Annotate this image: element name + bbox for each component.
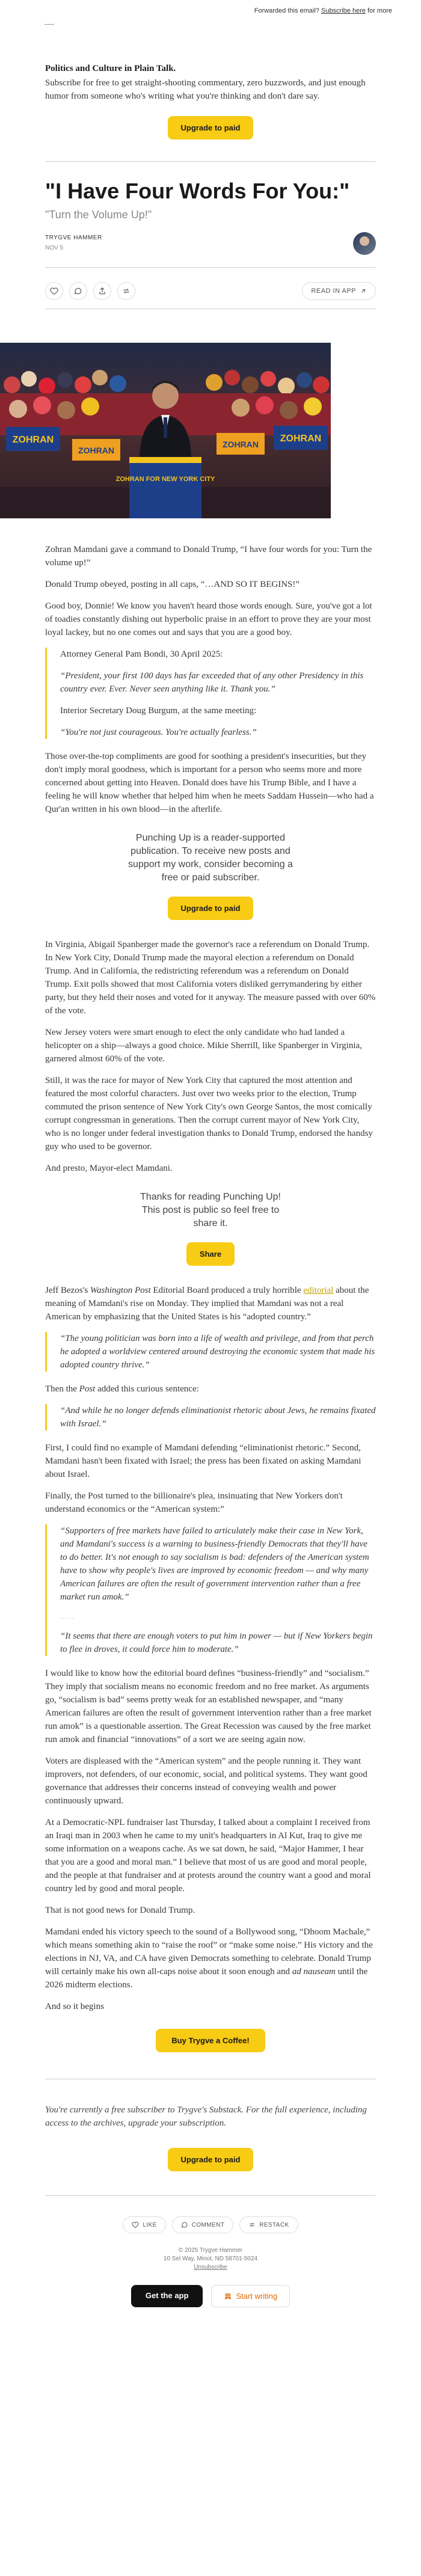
upgrade-button-bottom[interactable]: Upgrade to paid: [168, 2148, 254, 2171]
app-links: [45, 2285, 376, 2322]
author-avatar[interactable]: [353, 232, 376, 255]
comment-icon: [181, 2221, 188, 2228]
hero-sign: ZOHRAN: [12, 435, 54, 445]
buy-coffee-button[interactable]: Buy Trygve a Coffee!: [156, 2029, 265, 2052]
subscribe-here-link[interactable]: Subscribe here: [321, 7, 366, 14]
body-paragraph: That is not good news for Donald Trump.: [45, 1906, 195, 1915]
header-divider: [45, 24, 54, 25]
restack-icon: [248, 2221, 256, 2228]
footer: [45, 2079, 376, 2322]
share-cta-text: Thanks for reading Punching Up! This post is public so feel free to share it.: [140, 1192, 281, 1228]
heart-icon: [132, 2221, 139, 2228]
editorial-link[interactable]: editorial: [303, 1286, 334, 1295]
upgrade-button-top[interactable]: Upgrade to paid: [168, 116, 254, 140]
forward-header: [0, 0, 421, 22]
blockquote-post-1: [45, 1332, 376, 1372]
hero-sign: ZOHRAN: [78, 446, 114, 455]
text-run: Then the: [45, 1384, 79, 1394]
body-paragraph: Voters are displeased with the “American system” and the people running it. They want improvers, not defenders, of our economic, social, and political systems. They want good governance that addresses their concerns instead of conveying wealth and power continuously upward.: [45, 1756, 367, 1806]
share-cta: [45, 1191, 376, 1266]
post-body: [45, 543, 376, 2052]
like-label: LIKE: [143, 2221, 157, 2228]
comment-button-top[interactable]: [69, 282, 87, 300]
publication-name: Washington Post: [90, 1286, 151, 1295]
body-paragraph: Donald Trump obeyed, posting in all caps, “…AND SO IT BEGINS!”: [45, 580, 300, 589]
hero-image: [0, 343, 331, 518]
body-paragraph: [45, 1382, 376, 1396]
subscription-note: You're currently a free subscriber to Trygve's Substack. For the full experience, including access to the archives, upgrade your subscription.: [45, 2105, 367, 2128]
substack-icon: [224, 2292, 232, 2301]
publication-name: Post: [79, 1384, 96, 1394]
body-paragraph: At a Democratic-NPL fundraiser last Thursday, I talked about a complaint I received from an Iraqi man in 2003 when he came to my unit's headquarters in Al Kut, Iraq to give me some information on a weapons cache. As we sat down, he said, “Major Hammer, I hear that you are a good and moral man.” I believe that most of us are good and moral people, and the people at that fundraiser and at protests around the country want a good and moral country led by good and moral people.: [45, 1818, 371, 1894]
podium-text: ZOHRAN FOR NEW YORK CITY: [115, 476, 215, 483]
comment-label: COMMENT: [191, 2221, 225, 2228]
italic-phrase: ad nauseam: [292, 1967, 336, 1976]
body-paragraph: Finally, the Post turned to the billionaire's plea, insinuating that New Yorkers don't understand economics or the “American system:”: [45, 1491, 343, 1514]
intro-section: [45, 22, 376, 140]
hero-sign: ZOHRAN: [280, 434, 322, 444]
post-title[interactable]: "I Have Four Words For You:": [45, 179, 350, 203]
text-run: until the 2026 midterm elections.: [45, 1967, 368, 1990]
body-paragraph: Good boy, Donnie! We know you haven't heard those words enough. Sure, you've got a lot of toadies constantly dishing out hyperbolic praise in an effort to prove they are your most loyal lackey, but no one comes out and says that you are a good boy.: [45, 601, 372, 637]
restack-label: RESTACK: [259, 2221, 289, 2228]
get-the-app-button[interactable]: Get the app: [131, 2285, 203, 2307]
share-icon: [98, 287, 106, 295]
copyright: © 2025 Trygve Hammer: [178, 2247, 243, 2254]
footer-legal: [45, 2246, 376, 2272]
quote-text: “President, your first 100 days has far exceeded that of any other Presidency in this country ever. Ever. Never seen anything like it. Thank you.”: [60, 671, 364, 694]
body-paragraph: I would like to know how the editorial board defines “business-friendly” and “socialism.” They imply that socialism means no economic freedom and no free market. As arguments go, “socialism is bad” seems pretty weak for an established newspaper, and “many American failures are often the result of government intervention rather than a free market run amok” is a questionable assertion. The Great Recession was caused by the free market run amok and financial “innovations” of a sort we are seeing again now.: [45, 1669, 372, 1744]
forward-text: [254, 7, 392, 14]
mailing-address: 10 Sel Way, Minot, ND 58701-5024: [163, 2256, 258, 2262]
author-name[interactable]: TRYGVE HAMMER: [45, 235, 102, 241]
forward-prefix: Forwarded this email?: [254, 7, 321, 14]
intro-blurb: Subscribe for free to get straight-shooting commentary, zero buzzwords, and just enough humor from someone who's writing what you're thinking and don't dare say.: [45, 78, 366, 101]
hero-image-wrap: [0, 343, 421, 521]
heart-icon: [50, 287, 58, 295]
text-run: added this curious sentence:: [95, 1384, 199, 1394]
body-paragraph: [45, 1284, 376, 1323]
body-paragraph: And so it begins: [45, 2002, 104, 2011]
body-paragraph: Those over-the-top compliments are good for soothing a president's insecurities, but they don't imply moral goodness, which is important for a person who seems more and more concerned about getting into Heaven. Donald does have his Trump Bible, and I have a feeling he will know whether that helped him when he meets Saddam Hussein—who had a Qur'an written in his own blood—in the afterlife.: [45, 752, 374, 814]
post-subtitle: "Turn the Volume Up!": [45, 209, 152, 221]
forward-suffix: for more: [365, 7, 392, 14]
quote-attribution: Interior Secretary Doug Burgum, at the same meeting:: [60, 706, 257, 716]
footer-actions: [45, 2216, 376, 2233]
like-button-top[interactable]: [45, 282, 63, 300]
quote-attribution: Attorney General Pam Bondi, 30 April 2025:: [60, 649, 223, 659]
text-run: Mamdani ended his victory speech to the sound of a Bollywood song, “Dhoom Machale,” which means something akin to “raise the roof” or “make some noise.” His victory and the elections in NJ, VA, and CA have given Democrats something to celebrate. Donald Trump will certainly make his own all-caps noise about it soon enough and: [45, 1927, 373, 1976]
share-button[interactable]: Share: [186, 1242, 235, 1266]
body-paragraph: [45, 1925, 376, 1992]
body-paragraph: First, I could find no example of Mamdani defending “eliminationist rhetoric.” Second, Mamdani hasn't been fixated with Israel; the press has been fixated on asking Mamdani about Israel.: [45, 1443, 361, 1479]
quote-text: “Supporters of free markets have failed to articulately make their case in New York, and Mamdani's success is a warning to business-friendly Democrats that they'll have to do better. It's not enough to say socialism is bad: defenders of the American system have to show why people's lives are improved by economic freedom — and why many American failures are often the result of government intervention rather than a free market run amok.”: [60, 1526, 369, 1602]
quote-text: “The young politician was born into a life of wealth and privilege, and from that perch he adopted a worldview centered around destroying the economic system that made his adopted country thrive.”: [60, 1334, 375, 1370]
hero-sign: ZOHRAN: [223, 440, 259, 449]
read-in-app-button[interactable]: [302, 282, 376, 300]
footer-actions-divider: [45, 2195, 376, 2196]
arrow-up-right-icon: [360, 287, 367, 295]
post-actions: [45, 280, 376, 302]
post-date: NOV 5: [45, 245, 64, 251]
body-paragraph: Still, it was the race for mayor of New York City that captured the most attention and featured the most colorful characters. Just over two weeks prior to the election, Trump commuted the prison sentence of New York City's own George Santos, the most comically corrupt congressman in generations. Then the corrupt current mayor of New York City, who is no longer under federal investigation thanks to Donald Trump, endorsed the handsy guy who used to be governor.: [45, 1076, 373, 1152]
restack-button[interactable]: [239, 2216, 298, 2233]
text-run: Jeff Bezos's: [45, 1286, 90, 1295]
comment-icon: [74, 287, 82, 295]
byline: [45, 235, 376, 259]
body-paragraph: And presto, Mayor-elect Mamdani.: [45, 1164, 173, 1173]
byline-divider: [45, 267, 376, 268]
start-writing-button[interactable]: [211, 2285, 290, 2307]
unsubscribe-link[interactable]: Unsubscribe: [194, 2264, 227, 2271]
body-paragraph: Zohran Mamdani gave a command to Donald Trump, “I have four words for you: Turn the volume up!”: [45, 545, 372, 568]
body-paragraph: In Virginia, Abigail Spanberger made the governor's race a referendum on Donald Trump. In New York City, Donald Trump made the mayoral election a referendum on Donald Trump. And in California, the redistricting referendum was a referendum on Donald Trump. Exit polls showed that most California voters disliked gerrymandering by either party, but they held their noses and voted for it anyway. The measure passed with over 60% of the vote.: [45, 940, 376, 1016]
text-run: Editorial Board produced a truly horrible: [150, 1286, 304, 1295]
share-button-top[interactable]: [93, 282, 111, 300]
like-button[interactable]: [123, 2216, 165, 2233]
quote-text: “It seems that there are enough voters to put him in power — but if New Yorkers begin to flee in droves, it could force him to moderate.”: [60, 1631, 373, 1654]
subscribe-cta-text: Punching Up is a reader-supported publication. To receive new posts and support my work, consider becoming a free or paid subscriber.: [128, 833, 293, 883]
body-paragraph: New Jersey voters were smart enough to elect the only candidate who had landed a helicopter on a ship—always a good choice. Mikie Sherrill, like Spanberger in Virginia, garnered almost 60% of the vote.: [45, 1028, 362, 1064]
intro-heading: Politics and Culture in Plain Talk.: [45, 64, 176, 73]
restack-button-top[interactable]: [117, 282, 135, 300]
post-header: [45, 162, 376, 309]
quote-ellipsis: .....: [60, 1612, 75, 1621]
upgrade-button-mid[interactable]: Upgrade to paid: [168, 897, 254, 920]
restack-icon: [122, 287, 131, 295]
quote-text: “You're not just courageous. You're actually fearless.”: [60, 728, 257, 737]
comment-button[interactable]: [172, 2216, 233, 2233]
actions-divider: [45, 308, 376, 309]
quote-text: “And while he no longer defends eliminationist rhetoric about Jews, he remains fixated with Israel.”: [60, 1406, 376, 1429]
podium: [116, 457, 215, 518]
read-in-app-label: READ IN APP: [311, 287, 356, 295]
start-writing-label: Start writing: [236, 2292, 278, 2301]
blockquote-post-2: [45, 1404, 376, 1431]
subscribe-cta: [45, 832, 376, 920]
text-run: about the meaning of Mamdani's rise on Monday. They implied that Mamdani was not a real American by emphasizing that the United States is his “adopted country.”: [45, 1286, 369, 1322]
blockquote-praise: [45, 648, 376, 739]
blockquote-post-3: [45, 1524, 376, 1656]
